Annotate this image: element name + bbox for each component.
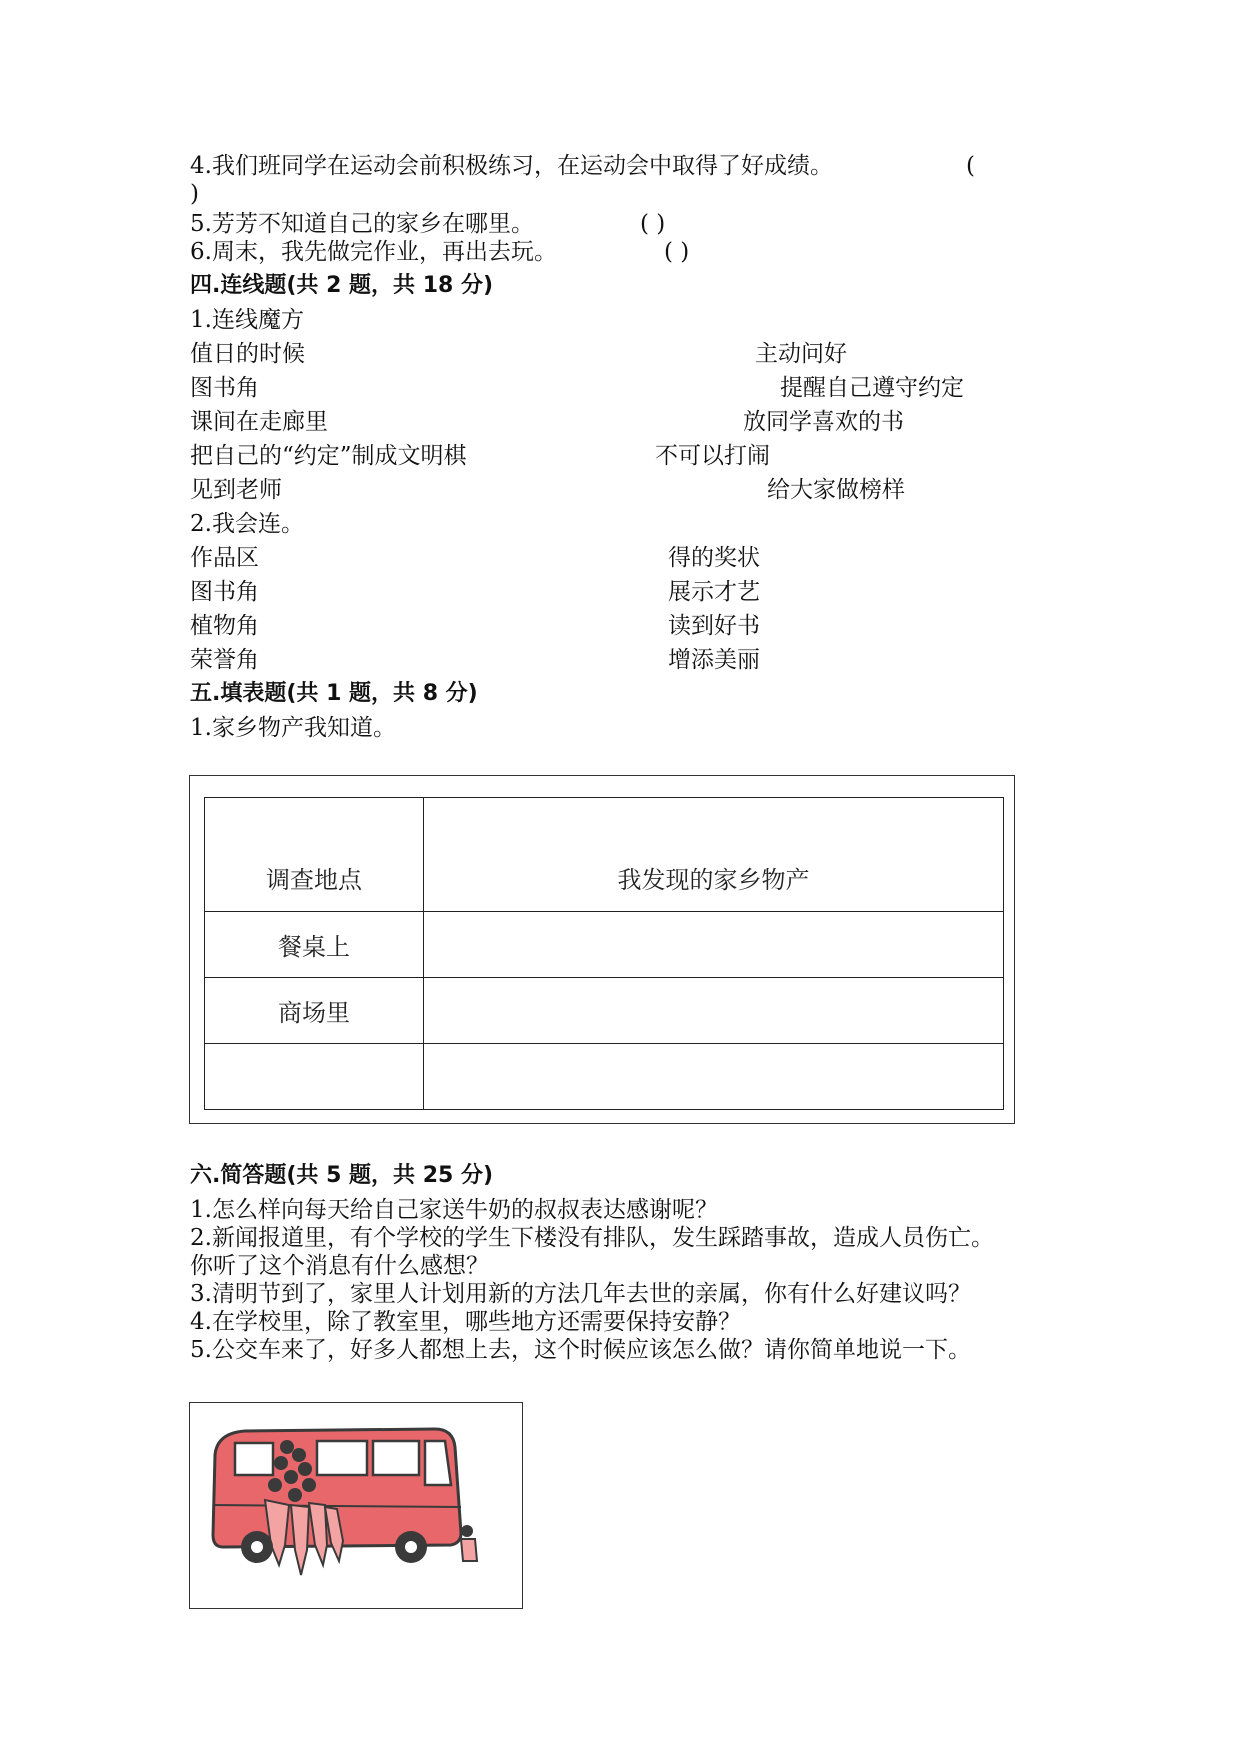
match-right-item[interactable]: 主动问好 — [755, 341, 847, 367]
bus-icon — [205, 1415, 495, 1585]
match-right-item[interactable]: 增添美丽 — [668, 647, 760, 673]
answer-paren-close[interactable]: ) — [190, 181, 199, 207]
match-right-item[interactable]: 提醒自己遵守约定 — [780, 375, 964, 401]
match-right-item[interactable]: 给大家做榜样 — [767, 477, 905, 503]
judge-item-6: 6.周末，我先做完作业，再出去玩。 — [190, 239, 557, 265]
question-title: 1.家乡物产我知道。 — [190, 715, 396, 741]
question-item: 4.在学校里，除了教室里，哪些地方还需要保持安静？ — [190, 1309, 741, 1335]
question-item: 2.新闻报道里，有个学校的学生下楼没有排队，发生踩踏事故，造成人员伤亡。 — [190, 1225, 994, 1251]
match-right-item[interactable]: 展示才艺 — [668, 579, 760, 605]
question-title: 2.我会连。 — [190, 511, 304, 537]
table-answer-cell[interactable] — [424, 978, 1004, 1044]
match-right-item[interactable]: 不可以打闹 — [655, 443, 770, 469]
question-item: 5.公交车来了，好多人都想上去，这个时候应该怎么做？请你简单地说一下。 — [190, 1337, 971, 1363]
table-answer-cell[interactable] — [424, 912, 1004, 978]
match-right-item[interactable]: 放同学喜欢的书 — [743, 409, 904, 435]
table-cell-place: 商场里 — [205, 978, 424, 1044]
survey-table — [204, 797, 1004, 1110]
section-heading: 四.连线题(共 2 题，共 18 分) — [190, 273, 494, 298]
match-right-item[interactable]: 得的奖状 — [668, 545, 760, 571]
match-left-item[interactable]: 值日的时候 — [190, 341, 305, 367]
question-item: 3.清明节到了，家里人计划用新的方法几年去世的亲属，你有什么好建议吗？ — [190, 1281, 971, 1307]
table-cell-place: 餐桌上 — [205, 912, 424, 978]
table-header-cell: 我发现的家乡物产 — [424, 798, 1004, 912]
table-header-cell: 调查地点 — [205, 798, 424, 912]
table-cell-place[interactable] — [205, 1044, 424, 1110]
judge-item-4: 4.我们班同学在运动会前积极练习，在运动会中取得了好成绩。 — [190, 153, 833, 179]
match-right-item[interactable]: 读到好书 — [668, 613, 760, 639]
table-answer-cell[interactable] — [424, 1044, 1004, 1110]
match-left-item[interactable]: 见到老师 — [190, 477, 282, 503]
question-item: 1.怎么样向每天给自己家送牛奶的叔叔表达感谢呢？ — [190, 1197, 718, 1223]
match-left-item[interactable]: 把自己的“约定”制成文明棋 — [190, 443, 467, 469]
match-left-item[interactable]: 课间在走廊里 — [190, 409, 328, 435]
question-title: 1.连线魔方 — [190, 307, 304, 333]
answer-paren[interactable]: ( ) — [640, 211, 666, 237]
match-left-item[interactable]: 荣誉角 — [190, 647, 259, 673]
match-left-item[interactable]: 图书角 — [190, 579, 259, 605]
answer-paren-open[interactable]: ( — [966, 153, 975, 179]
match-left-item[interactable]: 图书角 — [190, 375, 259, 401]
question-item-continued: 你听了这个消息有什么感想？ — [190, 1253, 489, 1279]
section-heading: 五.填表题(共 1 题，共 8 分) — [190, 681, 478, 706]
judge-item-5: 5.芳芳不知道自己的家乡在哪里。 — [190, 211, 534, 237]
match-left-item[interactable]: 植物角 — [190, 613, 259, 639]
section-heading: 六.简答题(共 5 题，共 25 分) — [190, 1163, 494, 1188]
answer-paren[interactable]: ( ) — [664, 239, 690, 265]
match-left-item[interactable]: 作品区 — [190, 545, 259, 571]
crowded-bus-illustration — [205, 1415, 495, 1589]
